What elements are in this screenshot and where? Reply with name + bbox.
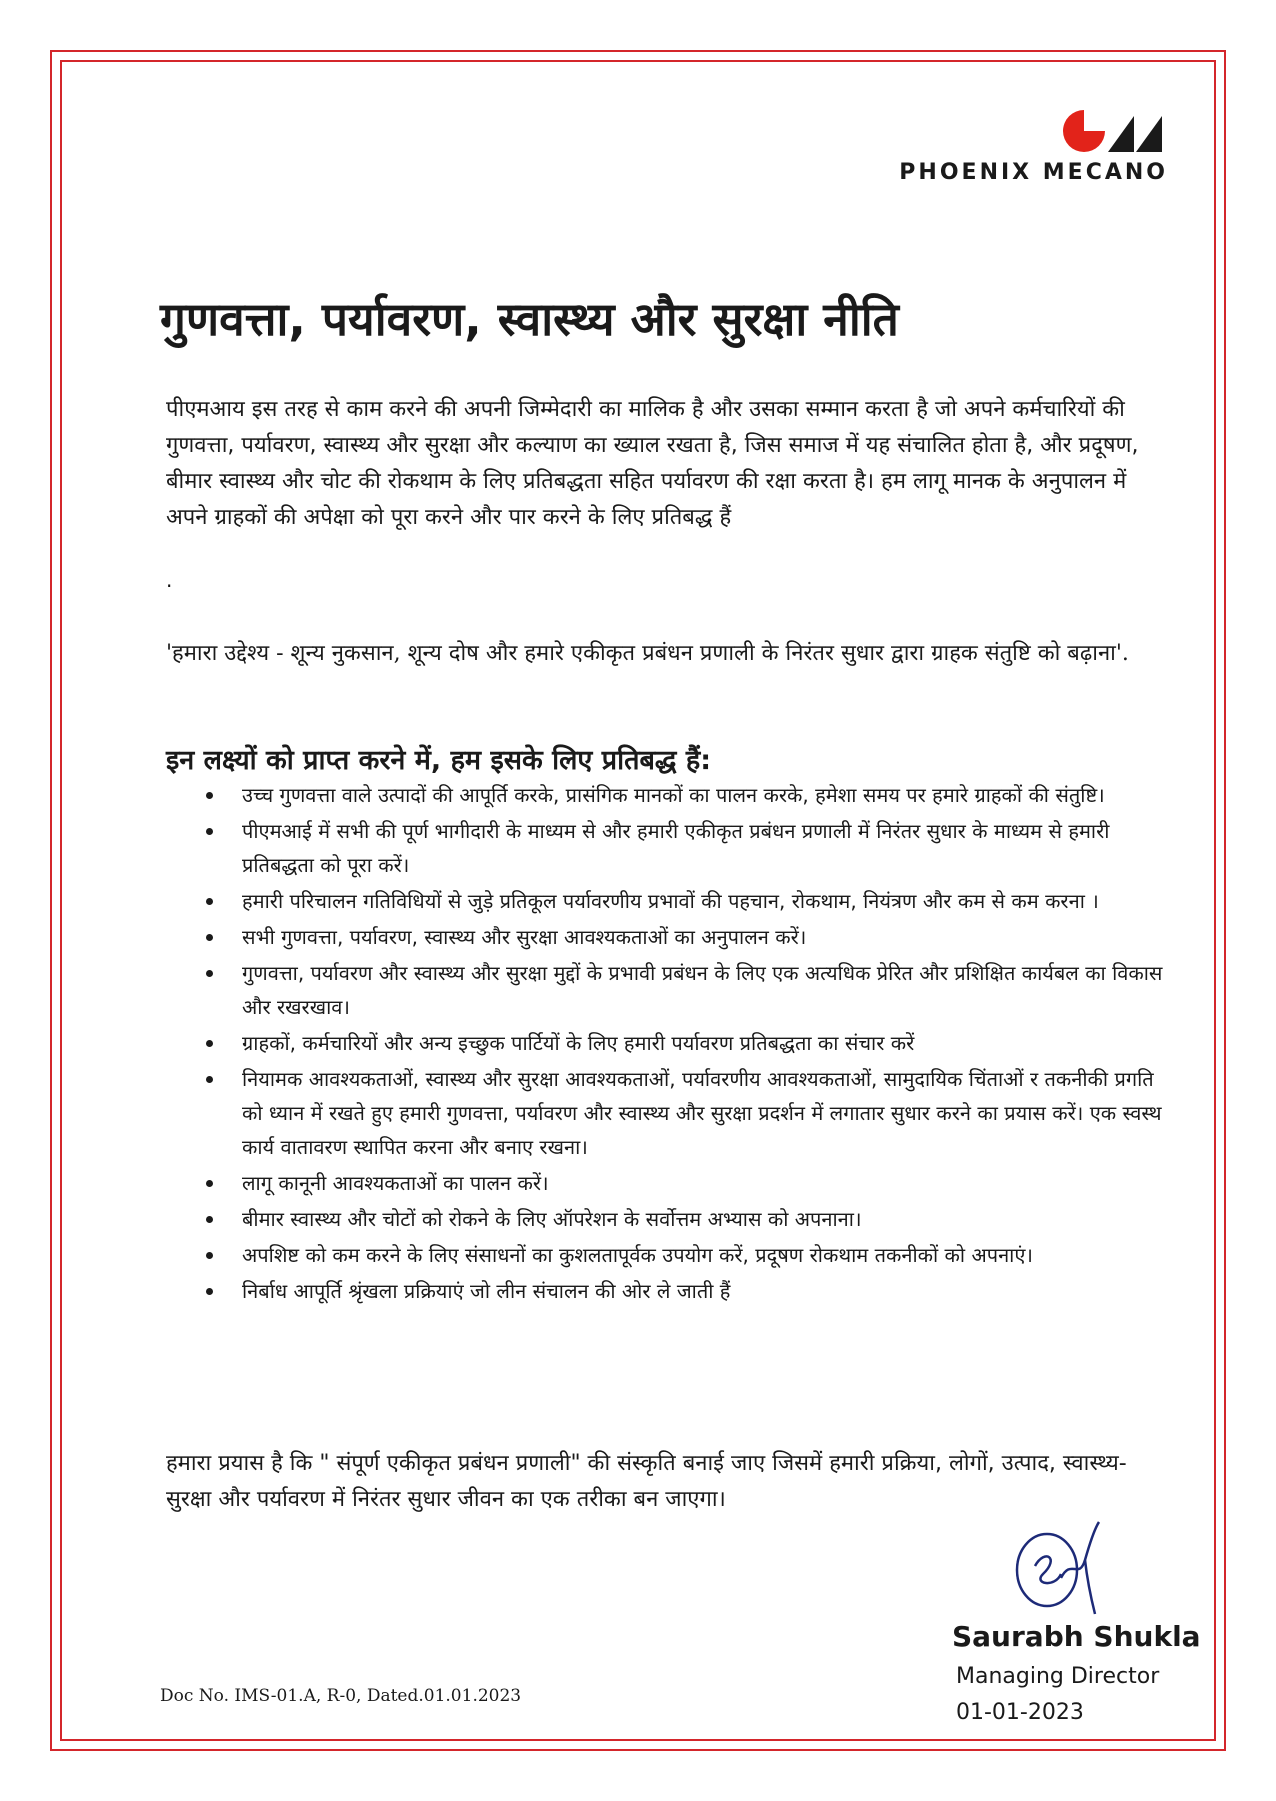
list-item: बीमार स्वास्थ्य और चोटों को रोकने के लिए ऑपरेशन के सर्वोत्तम अभ्यास को अपनाना। xyxy=(166,1202,1176,1236)
bullet-icon xyxy=(206,1216,213,1223)
list-item: नियामक आवश्यकताओं, स्वास्थ्य और सुरक्षा आवश्यकताओं, पर्यावरणीय आवश्यकताओं, सामुदायिक चिंताओं र तकनीकी प्रगति को ध्यान में रखते हुए हमारी गुणवत्ता, पर्यावरण और स्वास्थ्य और सुरक्षा प्रदर्शन में लगातार सुधार करने का प्रयास करें। एक स्वस्थ कार्य वातावरण स्थापित करना और बनाए रखना। xyxy=(166,1062,1176,1164)
bullet-icon xyxy=(206,792,213,799)
signatory-role: Managing Director xyxy=(956,1664,1160,1689)
bullet-icon xyxy=(206,970,213,977)
closing-paragraph: हमारा प्रयास है कि " संपूर्ण एकीकृत प्रबंधन प्रणाली" की संस्कृति बनाई जाए जिसमें हमारी प्रक्रिया, लोगों, उत्पाद, स्वास्थ्य-सुरक्षा और पर्यावरण में निरंतर सुधार जीवन का एक तरीका बन जाएगा। xyxy=(166,1451,1127,1512)
signatory-date: 01-01-2023 xyxy=(956,1700,1084,1725)
bullet-icon xyxy=(206,1180,213,1187)
bullet-icon xyxy=(206,934,213,941)
bullet-icon xyxy=(206,1076,213,1083)
list-item: लागू कानूनी आवश्यकताओं का पालन करें। xyxy=(166,1166,1176,1200)
bullet-icon xyxy=(206,898,213,905)
handwritten-signature-icon xyxy=(1005,1518,1125,1618)
list-item: गुणवत्ता, पर्यावरण और स्वास्थ्य और सुरक्षा मुद्दों के प्रभावी प्रबंधन के लिए एक अत्यधिक प्रेरित और प्रशिक्षित कार्यबल का विकास और रखरखाव। xyxy=(166,956,1176,1024)
list-item: उच्च गुणवत्ता वाले उत्पादों की आपूर्ति करके, प्रासंगिक मानकों का पालन करके, हमेशा समय पर हमारे ग्राहकों की संतुष्टि। xyxy=(166,778,1176,812)
list-item: हमारी परिचालन गतिविधियों से जुड़े प्रतिकूल पर्यावरणीय प्रभावों की पहचान, रोकथाम, नियंत्रण और कम से कम करना । xyxy=(166,884,1176,918)
aim-statement: 'हमारा उद्देश्य - शून्य नुकसान, शून्य दोष और हमारे एकीकृत प्रबंधन प्रणाली के निरंतर सुधार द्वारा ग्राहक संतुष्टि को बढ़ाना'. xyxy=(166,641,1129,666)
bullet-icon xyxy=(206,1040,213,1047)
company-logo xyxy=(890,110,1190,190)
list-item: निर्बाध आपूर्ति श्रृंखला प्रक्रियाएं जो लीन संचालन की ओर ले जाती हैं xyxy=(166,1274,1176,1308)
signatory-name: Saurabh Shukla xyxy=(952,1620,1201,1653)
logo-wordmark: PHOENIX MECANO xyxy=(899,160,1168,185)
bullet-icon xyxy=(206,1288,213,1295)
policy-title: गुणवत्ता, पर्यावरण, स्वास्थ्य और सुरक्षा नीति xyxy=(160,292,899,346)
document-number: Doc No. IMS-01.A, R-0, Dated.01.01.2023 xyxy=(160,1686,522,1706)
list-item: अपशिष्ट को कम करने के लिए संसाधनों का कुशलतापूर्वक उपयोग करें, प्रदूषण रोकथाम तकनीकों को अपनाएं। xyxy=(166,1238,1176,1272)
phoenix-mecano-logo-icon xyxy=(1062,110,1168,152)
stray-dot: . xyxy=(166,568,173,592)
list-item: सभी गुणवत्ता, पर्यावरण, स्वास्थ्य और सुरक्षा आवश्यकताओं का अनुपालन करें। xyxy=(166,920,1176,954)
bullet-icon xyxy=(206,1252,213,1259)
bullet-icon xyxy=(206,828,213,835)
commitments-heading: इन लक्ष्यों को प्राप्त करने में, हम इसके लिए प्रतिबद्ध हैं: xyxy=(166,745,712,776)
list-item: पीएमआई में सभी की पूर्ण भागीदारी के माध्यम से और हमारी एकीकृत प्रबंधन प्रणाली में निरंतर सुधार के माध्यम से हमारी प्रतिबद्धता को पूरा करें। xyxy=(166,814,1176,882)
commitments-list xyxy=(166,778,1176,1310)
list-item: ग्राहकों, कर्मचारियों और अन्य इच्छुक पार्टियों के लिए हमारी पर्यावरण प्रतिबद्धता का संचार करें xyxy=(166,1026,1176,1060)
intro-paragraph: पीएमआय इस तरह से काम करने की अपनी जिम्मेदारी का मालिक है और उसका सम्मान करता है जो अपने कर्मचारियों की गुणवत्ता, पर्यावरण, स्वास्थ्य और सुरक्षा और कल्याण का ख्याल रखता है, जिस समाज में यह संचालित होता है, और प्रदूषण, बीमार स्वास्थ्य और चोट की रोकथाम के लिए प्रतिबद्धता सहित पर्यावरण की रक्षा करता है। हम लागू मानक के अनुपालन में अपने ग्राहकों की अपेक्षा को पूरा करने और पार करने के लिए प्रतिबद्ध हैं xyxy=(166,397,1139,530)
